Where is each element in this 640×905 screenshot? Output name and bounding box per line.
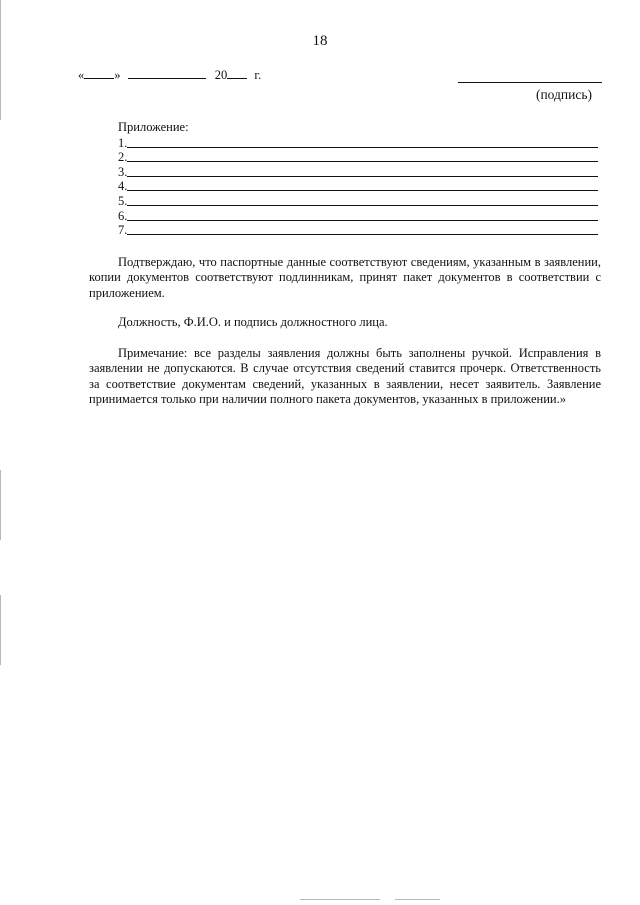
attachment-blank (127, 209, 598, 221)
margin-scan-mark (0, 595, 1, 665)
attachment-blank (127, 223, 598, 235)
attachment-item (118, 150, 598, 165)
attachment-item (118, 223, 598, 238)
attachment-blank (127, 194, 598, 206)
attachment-item (118, 179, 598, 194)
page-number: 18 (312, 33, 328, 49)
footer-scan-mark (300, 899, 380, 900)
attachment-item (118, 135, 598, 150)
margin-scan-mark (0, 0, 1, 120)
attachment-item (118, 208, 598, 223)
attachment-number: 1. (118, 135, 128, 150)
date-open-quote: « (78, 68, 85, 82)
attachments-title: Приложение: (118, 120, 189, 134)
official-signature-paragraph: Должность, Ф.И.О. и подпись должностного лица. (118, 315, 388, 329)
attachments-list (118, 135, 598, 237)
year-blank (227, 66, 247, 79)
attachment-number: 7. (118, 223, 128, 238)
date-close-quote: » (114, 68, 121, 82)
attachment-blank (127, 179, 598, 191)
date-line (78, 66, 261, 83)
attachment-number: 4. (118, 179, 128, 194)
signature-label: (подпись) (535, 87, 592, 102)
signature-line (458, 82, 602, 83)
day-blank (84, 66, 114, 79)
attachment-item (118, 164, 598, 179)
footer-scan-mark (395, 899, 440, 900)
year-prefix: 20 (214, 68, 228, 82)
year-suffix: г. (254, 68, 262, 82)
attachment-item (118, 193, 598, 208)
month-blank (128, 66, 206, 79)
attachment-blank (127, 136, 598, 148)
attachment-blank (127, 150, 598, 162)
attachment-number: 6. (118, 208, 128, 223)
attachment-blank (127, 165, 598, 177)
margin-scan-mark (0, 470, 1, 540)
attachment-number: 3. (118, 164, 128, 179)
attachment-number: 2. (118, 150, 128, 165)
confirmation-paragraph: Подтверждаю, что паспортные данные соответствуют сведениям, указанным в заявлении, копии документов соответствуют подлинникам, принят пакет документов в соответствии с приложением. (89, 255, 601, 300)
attachment-number: 5. (118, 193, 128, 208)
note-paragraph: Примечание: все разделы заявления должны быть заполнены ручкой. Исправления в заявлении не допускаются. В случае отсутствия сведений ставится прочерк. Ответственность за соответствие документам сведений, указанных в заявлении, несет заявитель. Заявление принимается только при наличии полного пакета документов, указанных в приложении.» (89, 346, 601, 407)
